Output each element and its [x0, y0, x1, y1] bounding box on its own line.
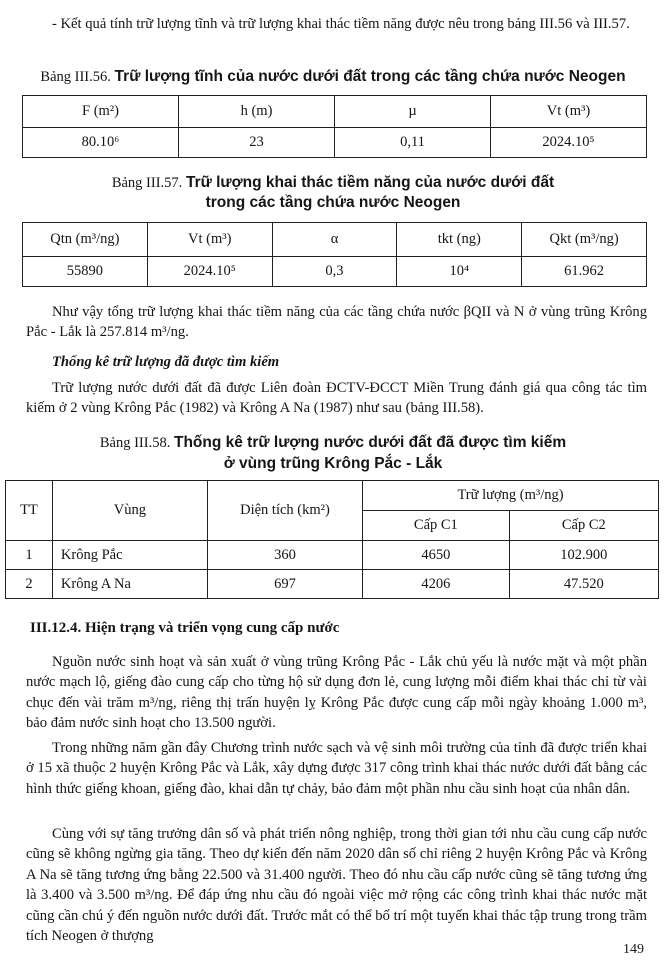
table58-caption: [0, 432, 666, 454]
table58-header-vung: Vùng: [52, 481, 207, 541]
table58-title-line2: ở vùng trũng Krông Pắc - Lắk: [223, 455, 443, 472]
table56-cell: 2024.10⁵: [491, 128, 647, 158]
table56-cell: 0,11: [335, 128, 491, 158]
search-paragraph: Trữ lượng nước dưới đất đã được Liên đoàn ĐCTV-ĐCCT Miền Trung đánh giá qua công tác tìm kiếm ở 2 vùng Krông Pắc (1982) và Krông A Na (1987) như sau (bảng III.58).: [26, 380, 647, 417]
table56-header: Vt (m³): [491, 96, 647, 128]
table58-cell: Krông Pắc: [52, 541, 207, 570]
intro-paragraph: - Kết quả tính trữ lượng tĩnh và trữ lượng khai thác tiềm năng được nêu trong bảng III.56 và III.57.: [52, 16, 630, 32]
table56-cell: 80.10⁶: [23, 128, 179, 158]
table58-cell: 4206: [363, 570, 510, 599]
section-heading: III.12.4. Hiện trạng và triển vọng cung cấp nước: [30, 620, 340, 636]
table56: [22, 95, 647, 158]
summary-paragraph: Như vậy tổng trữ lượng khai thác tiềm năng của các tầng chứa nước βQII và N ở vùng trũng Krông Pắc - Lắk là 257.814 m³/ng.: [26, 304, 647, 341]
table58-header-dien-tich: Diện tích (km²): [207, 481, 362, 541]
table57-label: Bảng III.57.: [111, 175, 183, 191]
table58-title-line1: Thống kê trữ lượng nước dưới đất đã được tìm kiếm: [173, 434, 567, 451]
table57-caption-line2: [0, 192, 666, 214]
table57-caption: [0, 172, 666, 194]
table57-title-line2: trong các tầng chứa nước Neogen: [205, 194, 461, 211]
table58-caption-line2: [0, 453, 666, 475]
table58: [5, 480, 659, 599]
table58-label: Bảng III.58.: [99, 435, 171, 451]
table56-header: µ: [335, 96, 491, 128]
table57-header: Vt (m³): [147, 223, 272, 257]
table56-header: F (m²): [23, 96, 179, 128]
table58-header-tt: TT: [6, 481, 53, 541]
table58-cell: 102.900: [509, 541, 658, 570]
table57-cell: 55890: [23, 257, 148, 287]
table56-label: Bảng III.56.: [40, 69, 111, 85]
table58-cell: 47.520: [509, 570, 658, 599]
paragraph-2: Trong những năm gần đây Chương trình nước sạch và vệ sinh môi trường của tỉnh đã được triển khai ở 15 xã thuộc 2 huyện Krông Pắc và Lắk, xây dựng được 317 công trình khai thác nước dưới đất bằng các hình thức giếng khoan, giếng đào, khai dẫn tự chảy, bảo đảm một phần nhu cầu sinh hoạt của nhân dân.: [26, 740, 647, 797]
table58-cell: 1: [6, 541, 53, 570]
table56-title: Trữ lượng tĩnh của nước dưới đất trong các tầng chứa nước Neogen: [114, 68, 626, 85]
paragraph-3: Cùng với sự tăng trưởng dân số và phát triển nông nghiệp, trong thời gian tới nhu cầu cung cấp nước cũng sẽ không ngừng gia tăng. Theo dự kiến đến năm 2020 dân số chỉ riêng 2 huyện Krông Pắc và Krông A Na sẽ tăng tương ứng bằng 22.500 và 31.400 người. Theo đó nhu cầu cấp nước cũng sẽ tăng tương ứng là 3.400 và 3.500 m³/ng. Để đáp ứng nhu cầu đó ngoài việc mở rộng các công trình khai thác nước mặt cũng cần chú ý đến nguồn nước dưới đất. Trước mắt có thể bố trí một tuyến khai thác tập trung trong trầm tích Neogen ở thượng: [26, 826, 647, 945]
table57-header: Qtn (m³/ng): [23, 223, 148, 257]
table57-cell: 0,3: [272, 257, 397, 287]
table58-cell: Krông A Na: [52, 570, 207, 599]
table58-header-tru-luong: Trữ lượng (m³/ng): [363, 481, 659, 511]
table57-header: α: [272, 223, 397, 257]
table56-cell: 23: [179, 128, 335, 158]
table58-cell: 4650: [363, 541, 510, 570]
table57-cell: 61.962: [522, 257, 647, 287]
table57-header: tkt (ng): [397, 223, 522, 257]
table58-cell: 697: [207, 570, 362, 599]
table56-caption: [0, 66, 666, 88]
paragraph-1: Nguồn nước sinh hoạt và sản xuất ở vùng trũng Krông Pắc - Lắk chủ yếu là nước mặt và một phần nước mạch lộ, giếng đào cung cấp cho từng hộ sử dụng đơn lẻ, cung lượng mỗi điểm khai thác chỉ từ vài chục đến vài trăm m³/ng, riêng thị trấn huyện lỵ Krông Pắc được cung cấp mỗi ngày khoảng 1.000 m³, bảo đảm nước sinh hoạt cho 13.500 người.: [26, 654, 647, 732]
table58-cell: 2: [6, 570, 53, 599]
page-number: 149: [623, 942, 644, 957]
table57-cell: 10⁴: [397, 257, 522, 287]
table58-header-cap-c2: Cấp C2: [509, 511, 658, 541]
table57-cell: 2024.10⁵: [147, 257, 272, 287]
table56-header: h (m): [179, 96, 335, 128]
table58-header-cap-c1: Cấp C1: [363, 511, 510, 541]
table58-cell: 360: [207, 541, 362, 570]
table57-header: Qkt (m³/ng): [522, 223, 647, 257]
subheading: Thống kê trữ lượng đã được tìm kiếm: [52, 354, 280, 370]
table57-title-line1: Trữ lượng khai thác tiềm năng của nước dưới đất: [185, 174, 555, 191]
table57: [22, 222, 647, 287]
